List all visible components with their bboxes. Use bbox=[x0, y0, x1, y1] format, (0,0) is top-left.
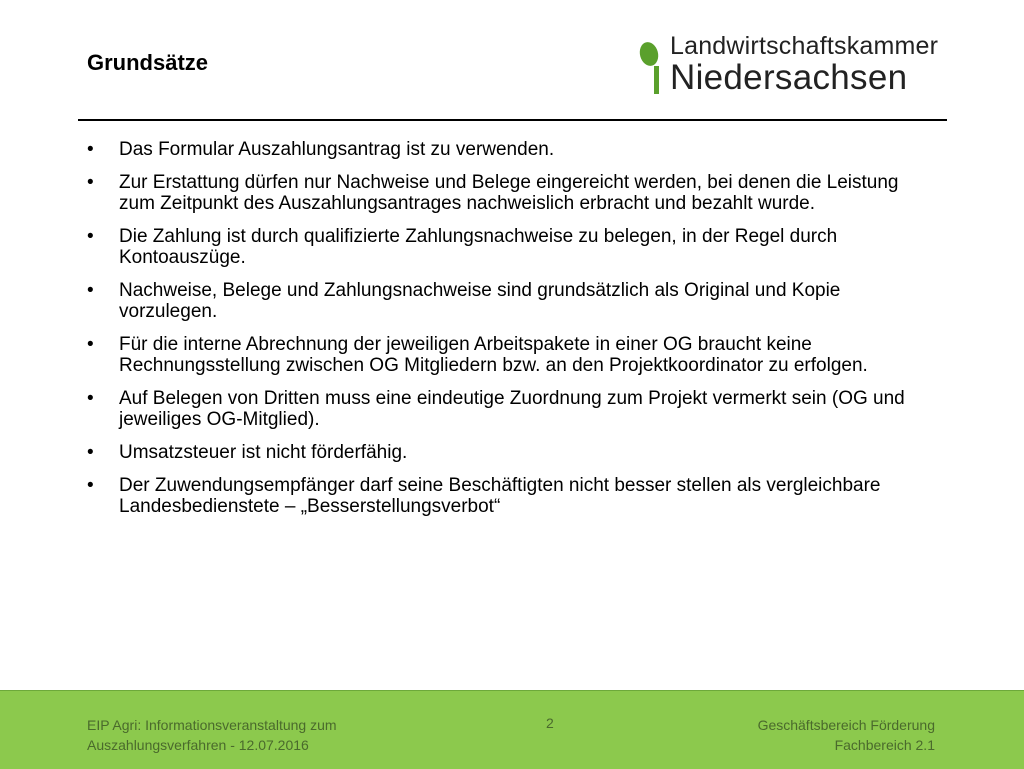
bullet-icon: • bbox=[87, 388, 94, 409]
footer-left-line1: EIP Agri: Informationsveranstaltung zum bbox=[87, 717, 337, 733]
list-item bbox=[87, 226, 937, 268]
bullet-list bbox=[87, 139, 937, 529]
list-item-text: Nachweise, Belege und Zahlungsnachweise sind grundsätzlich als Original und Kopie vorzulegen. bbox=[119, 280, 841, 322]
slide-title: Grundsätze bbox=[87, 50, 209, 75]
footer-right-line1: Geschäftsbereich Förderung bbox=[757, 717, 935, 733]
list-item-text: Der Zuwendungsempfänger darf seine Beschäftigten nicht besser stellen als vergleichbare Landesbedienstete – „Besserstellungsverbot“ bbox=[119, 475, 881, 517]
page-number: 2 bbox=[546, 715, 554, 731]
lwk-leaf-logo-icon bbox=[636, 36, 666, 96]
list-item-text: Auf Belegen von Dritten muss eine eindeutige Zuordnung zum Projekt vermerkt sein (OG und jeweiliges OG-Mitglied). bbox=[119, 388, 905, 430]
list-item bbox=[87, 280, 937, 322]
list-item bbox=[87, 388, 937, 430]
bullet-icon: • bbox=[87, 334, 94, 355]
list-item bbox=[87, 139, 937, 160]
list-item-text: Die Zahlung ist durch qualifizierte Zahlungsnachweise zu belegen, in der Regel durch Kontoauszüge. bbox=[119, 226, 838, 268]
bullet-icon: • bbox=[87, 226, 94, 247]
footer-department-info bbox=[758, 715, 935, 755]
logo-text-line1: Landwirtschaftskammer bbox=[670, 32, 939, 60]
footer-right-line2: Fachbereich 2.1 bbox=[834, 737, 935, 753]
list-item-text: Zur Erstattung dürfen nur Nachweise und Belege eingereicht werden, bei denen die Leistung zum Zeitpunkt des Auszahlungsantrages nachweislich erbracht und bezahlt wurde. bbox=[119, 172, 899, 214]
list-item bbox=[87, 442, 937, 463]
bullet-icon: • bbox=[87, 475, 94, 496]
slide-footer bbox=[0, 690, 1024, 769]
footer-event-info bbox=[87, 715, 337, 755]
bullet-icon: • bbox=[87, 442, 94, 463]
list-item bbox=[87, 172, 937, 214]
list-item-text: Das Formular Auszahlungsantrag ist zu verwenden. bbox=[119, 139, 555, 160]
list-item-text: Umsatzsteuer ist nicht förderfähig. bbox=[119, 442, 408, 463]
organization-logo bbox=[636, 30, 956, 100]
logo-text-line2: Niedersachsen bbox=[670, 58, 908, 97]
list-item bbox=[87, 334, 937, 376]
footer-left-line2: Auszahlungsverfahren - 12.07.2016 bbox=[87, 737, 309, 753]
list-item bbox=[87, 475, 937, 517]
bullet-icon: • bbox=[87, 280, 94, 301]
bullet-icon: • bbox=[87, 172, 94, 193]
bullet-icon: • bbox=[87, 139, 94, 160]
title-divider bbox=[78, 119, 947, 121]
list-item-text: Für die interne Abrechnung der jeweiligen Arbeitspakete in einer OG braucht keine Rechnungsstellung zwischen OG Mitgliedern bzw. an den Projektkoordinator zu erfolgen. bbox=[119, 334, 868, 376]
